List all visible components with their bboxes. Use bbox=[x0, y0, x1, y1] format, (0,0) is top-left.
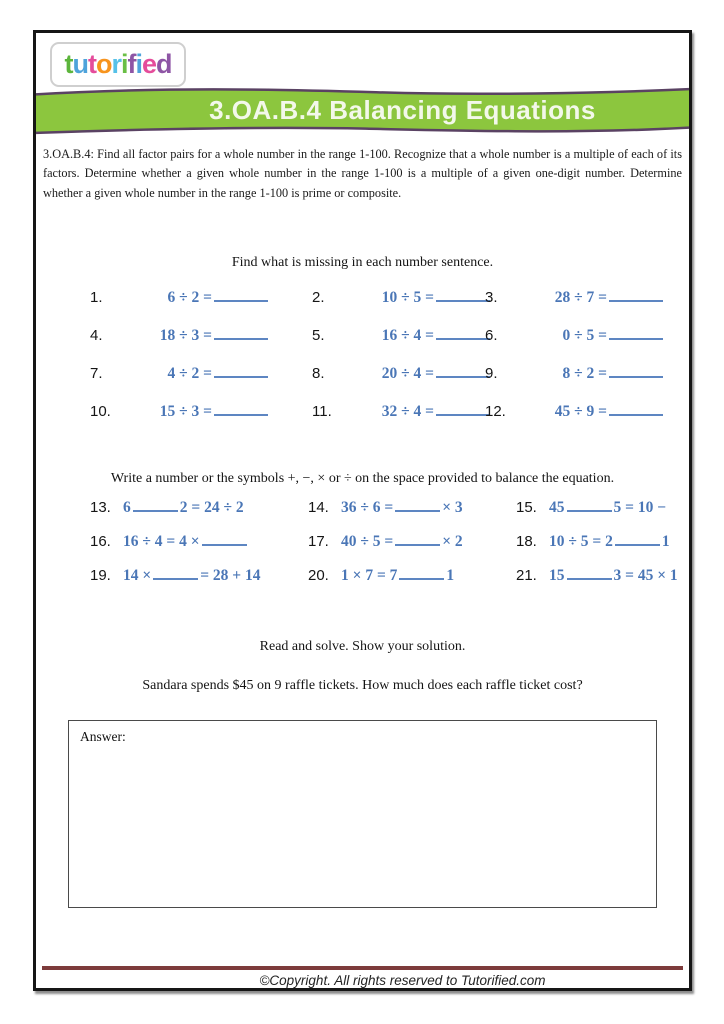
problem-number: 1. bbox=[90, 289, 103, 306]
problem-number: 8. bbox=[312, 365, 325, 382]
page-title: 3.OA.B.4 Balancing Equations bbox=[209, 95, 596, 125]
equation-left-part: 15 bbox=[549, 567, 565, 584]
logo-letter: d bbox=[156, 49, 172, 79]
division-problem bbox=[312, 327, 485, 365]
logo-letter: u bbox=[72, 49, 88, 79]
problem-equation: 32 ÷ 4 = bbox=[381, 403, 434, 420]
balance-problem bbox=[308, 533, 516, 567]
equation-left-part: 36 ÷ 6 = bbox=[341, 499, 394, 516]
balance-problem bbox=[90, 533, 308, 567]
logo-letter: r bbox=[111, 49, 121, 79]
problem-number: 10. bbox=[90, 403, 111, 420]
logo-letter: o bbox=[95, 49, 112, 79]
problem-number: 7. bbox=[90, 365, 103, 382]
equation-right-part: × 3 bbox=[442, 499, 463, 516]
equation-right-part: = 28 + 14 bbox=[200, 567, 261, 584]
problem-equation: 4 ÷ 2 = bbox=[167, 365, 212, 382]
division-problem bbox=[485, 289, 695, 327]
problem-number: 13. bbox=[90, 499, 111, 516]
answer-blank bbox=[609, 403, 663, 416]
problem-equation: 20 ÷ 4 = bbox=[381, 365, 434, 382]
symbol-blank bbox=[399, 567, 444, 580]
equation-left-part: 1 × 7 = 7 bbox=[341, 567, 398, 584]
answer-blank bbox=[214, 365, 268, 378]
worksheet-page bbox=[33, 30, 692, 991]
division-problems-grid bbox=[90, 289, 695, 441]
problem-number: 3. bbox=[485, 289, 498, 306]
symbol-blank bbox=[395, 533, 440, 546]
problem-number: 14. bbox=[308, 499, 329, 516]
balance-problem bbox=[308, 499, 516, 533]
division-problem bbox=[485, 365, 695, 403]
balance-problem bbox=[90, 567, 308, 601]
balance-problem bbox=[516, 533, 724, 567]
problem-equation: 15 ÷ 3 = bbox=[159, 403, 212, 420]
symbol-blank bbox=[133, 499, 178, 512]
equation-right-part: 5 = 10 − bbox=[613, 499, 667, 516]
division-problem bbox=[312, 365, 485, 403]
equation-right-part: 1 bbox=[661, 533, 670, 550]
division-problem bbox=[90, 403, 312, 441]
balance-problem bbox=[516, 567, 724, 601]
problem-number: 9. bbox=[485, 365, 498, 382]
problem-equation: 0 ÷ 5 = bbox=[562, 327, 607, 344]
title-banner bbox=[36, 85, 689, 137]
answer-blank bbox=[436, 403, 490, 416]
equation-left-part: 14 × bbox=[123, 567, 152, 584]
equation-right-part: 1 bbox=[446, 567, 455, 584]
equation-left-part: 16 ÷ 4 = 4 × bbox=[123, 533, 200, 550]
problem-number: 2. bbox=[312, 289, 325, 306]
balance-problem bbox=[90, 499, 308, 533]
problem-equation: 10 ÷ 5 = bbox=[381, 289, 434, 306]
problem-equation: 18 ÷ 3 = bbox=[159, 327, 212, 344]
equation-right-part: 3 = 45 × 1 bbox=[613, 567, 678, 584]
division-problem bbox=[312, 403, 485, 441]
tutorified-logo bbox=[50, 42, 186, 87]
answer-blank bbox=[436, 365, 490, 378]
balance-problem bbox=[308, 567, 516, 601]
problem-equation: 6 ÷ 2 = bbox=[167, 289, 212, 306]
division-problem bbox=[90, 327, 312, 365]
symbol-blank bbox=[153, 567, 198, 580]
symbol-blank bbox=[395, 499, 440, 512]
answer-box bbox=[68, 720, 657, 908]
logo-letter: f bbox=[127, 49, 136, 79]
problem-number: 6. bbox=[485, 327, 498, 344]
problem-number: 4. bbox=[90, 327, 103, 344]
balance-problem bbox=[516, 499, 724, 533]
problem-number: 16. bbox=[90, 533, 111, 550]
equation-left-part: 40 ÷ 5 = bbox=[341, 533, 394, 550]
section1-instruction: Find what is missing in each number sentence. bbox=[231, 255, 494, 270]
logo-letter: i bbox=[135, 49, 142, 79]
symbol-blank bbox=[202, 533, 247, 546]
logo-letter: t bbox=[64, 49, 73, 79]
problem-equation: 8 ÷ 2 = bbox=[562, 365, 607, 382]
symbol-blank bbox=[567, 567, 612, 580]
logo-letter: e bbox=[142, 49, 157, 79]
problem-number: 19. bbox=[90, 567, 111, 584]
answer-blank bbox=[214, 289, 268, 302]
problem-number: 18. bbox=[516, 533, 537, 550]
problem-number: 12. bbox=[485, 403, 506, 420]
answer-blank bbox=[214, 403, 268, 416]
problem-equation: 16 ÷ 4 = bbox=[381, 327, 434, 344]
problem-number: 11. bbox=[312, 403, 332, 420]
answer-blank bbox=[609, 327, 663, 340]
logo-letter: t bbox=[87, 49, 96, 79]
standard-description: 3.OA.B.4: Find all factor pairs for a whole number in the range 1-100. Recognize that a whole number is a multiple of each of its factors. Determine whether a given whole number in the range 1-100 is a multiple of a given one-digit number. Determine whether a given whole number in the range 1-100 is prime or composite. bbox=[43, 147, 682, 200]
problem-number: 17. bbox=[308, 533, 329, 550]
logo-letter: i bbox=[120, 49, 128, 79]
division-problem bbox=[312, 289, 485, 327]
symbol-blank bbox=[567, 499, 612, 512]
problem-number: 20. bbox=[308, 567, 329, 584]
symbol-blank bbox=[615, 533, 660, 546]
equation-left-part: 6 bbox=[123, 499, 131, 516]
problem-number: 21. bbox=[516, 567, 537, 584]
answer-label: Answer: bbox=[80, 729, 126, 744]
problem-number: 15. bbox=[516, 499, 537, 516]
answer-blank bbox=[609, 365, 663, 378]
answer-blank bbox=[436, 327, 490, 340]
answer-blank bbox=[609, 289, 663, 302]
equation-left-part: 45 bbox=[549, 499, 565, 516]
balance-problems-grid bbox=[90, 499, 724, 601]
copyright-text: ©Copyright. All rights reserved to Tutorified.com bbox=[259, 973, 546, 988]
problem-equation: 45 ÷ 9 = bbox=[554, 403, 607, 420]
answer-blank bbox=[214, 327, 268, 340]
footer-rule bbox=[42, 966, 683, 970]
division-problem bbox=[485, 327, 695, 365]
answer-blank bbox=[436, 289, 490, 302]
problem-number: 5. bbox=[312, 327, 325, 344]
equation-right-part: 2 = 24 ÷ 2 bbox=[179, 499, 244, 516]
division-problem bbox=[90, 365, 312, 403]
section2-instruction: Write a number or the symbols +, −, × or ÷ on the space provided to balance the equation. bbox=[110, 471, 615, 486]
division-problem bbox=[90, 289, 312, 327]
problem-equation: 28 ÷ 7 = bbox=[554, 289, 607, 306]
equation-left-part: 10 ÷ 5 = 2 bbox=[549, 533, 613, 550]
division-problem bbox=[485, 403, 695, 441]
word-problem: Sandara spends $45 on 9 raffle tickets. How much does each raffle ticket cost? bbox=[142, 678, 583, 693]
section3-instruction: Read and solve. Show your solution. bbox=[259, 639, 466, 654]
equation-right-part: × 2 bbox=[442, 533, 463, 550]
